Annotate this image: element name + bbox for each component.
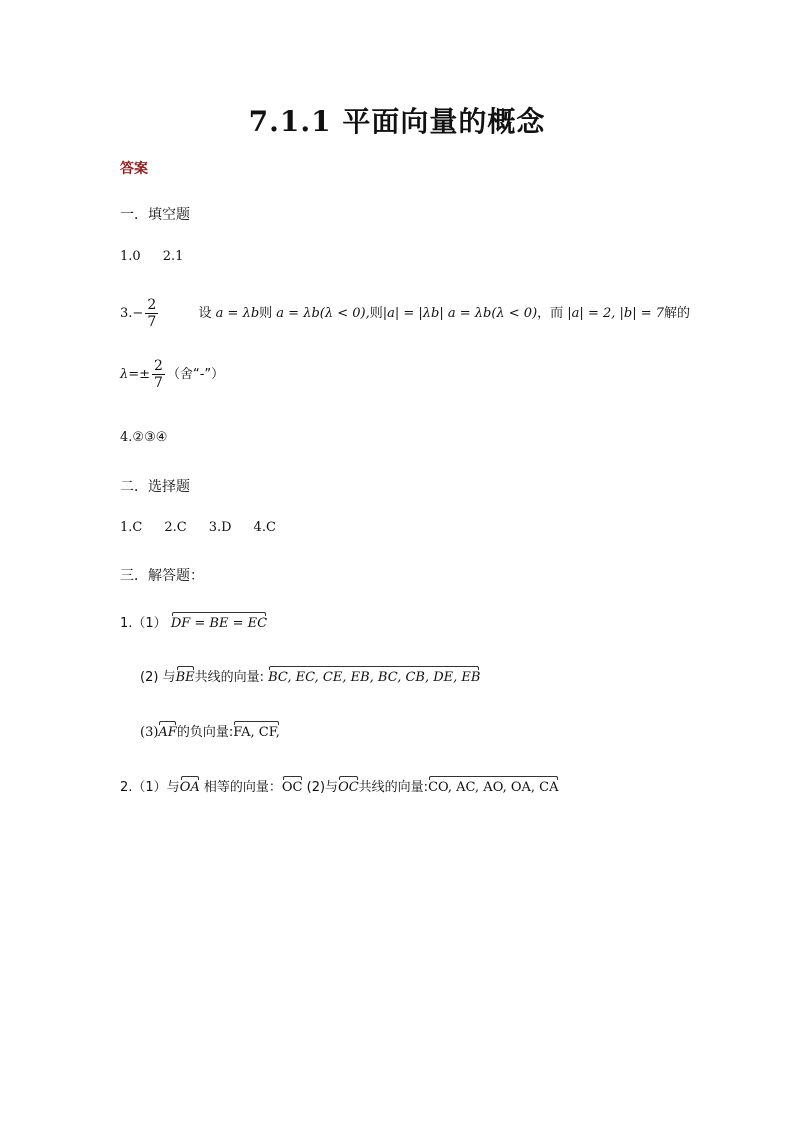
- q4-circled-3: ③: [144, 430, 156, 445]
- solve-1-2-text: 共线的向量:: [194, 670, 264, 685]
- page-title: 7.1.1 平面向量的概念: [248, 105, 546, 138]
- q3-expr-1: a = λb: [215, 306, 260, 321]
- choice-answer-4: 4.C: [253, 520, 276, 535]
- q4-circled-2: ②: [132, 430, 145, 445]
- q3-fraction: [145, 297, 158, 330]
- q3-sign: −: [132, 306, 144, 321]
- fill-answers-1-2: [120, 249, 183, 264]
- answer-label: 答案: [120, 161, 148, 177]
- fill-answer-3-solution: [120, 358, 224, 391]
- section-solve-heading: 三．解答题：: [120, 568, 204, 584]
- q3-expr-2: a = λb(λ < 0),: [276, 306, 370, 321]
- solve-1-prefix: 1.（1）: [120, 616, 167, 631]
- section-fill-heading: 一．填空题: [120, 207, 190, 223]
- solve-1-2-prefix: (2) 与: [140, 670, 176, 685]
- solve-2-list: CO, AC, AO, OA, CA: [428, 776, 558, 795]
- solve-1-part-2: [140, 666, 480, 685]
- solve-1-3-text: 的负向量:: [176, 725, 234, 740]
- solve-2-vector: OA: [180, 776, 200, 795]
- q3b-fraction: [152, 358, 165, 391]
- solve-1-3-list: FA, CF,: [233, 721, 280, 740]
- fill-answer-4: [120, 430, 167, 445]
- q4-circled-4: ④: [155, 430, 168, 445]
- fill-answer-1: 1.0: [120, 249, 141, 264]
- q3-text-4: ，而: [537, 306, 564, 321]
- fill-answer-2: 2.1: [162, 249, 184, 264]
- solve-2: [120, 776, 559, 795]
- q3-text-1: 设: [198, 306, 212, 321]
- fill-answer-3: [120, 297, 690, 330]
- choice-answer-2: 2.C: [164, 520, 187, 535]
- q3-note: （舍“-”）: [166, 367, 225, 382]
- q3-numerator: 2: [147, 297, 157, 313]
- solve-2-text-3: 共线的向量:: [358, 780, 429, 795]
- q3-text-2: 则: [259, 306, 273, 321]
- solve-2-text-1: 相等的向量：: [203, 780, 282, 795]
- q3-prefix: 3.: [120, 306, 133, 321]
- q3b-numerator: 2: [154, 358, 163, 374]
- q3-text-5: 解的: [664, 306, 691, 321]
- solve-1-2-vector: BE: [176, 666, 195, 685]
- q3-expr-3: |a| = |λb| a = λb(λ < 0): [382, 306, 538, 321]
- solve-1-vector-equation: DF = BE = EC: [171, 612, 267, 631]
- section-choice-heading: 二．选择题: [120, 479, 190, 495]
- solve-1-3-prefix: (3): [140, 725, 159, 740]
- q3-text-3: 则: [369, 306, 383, 321]
- solve-2-prefix: 2.（1）与: [120, 780, 180, 795]
- solve-2-equal-vector: OC: [282, 776, 303, 795]
- choice-answers: [120, 520, 276, 535]
- solve-1-2-list: BC, EC, CE, EB, BC, CB, DE, EB: [268, 666, 480, 685]
- solve-2-text-2: (2)与: [306, 780, 339, 795]
- q3b-denominator: 7: [154, 375, 163, 391]
- choice-answer-1: 1.C: [120, 520, 143, 535]
- solve-2-vector-2: OC: [338, 776, 359, 795]
- q3-denominator: 7: [147, 314, 157, 330]
- q3-expr-4: |a| = 2, |b| = 7: [567, 306, 665, 321]
- choice-answer-3: 3.D: [208, 520, 232, 535]
- q3-lambda: λ=±: [120, 367, 151, 382]
- q4-prefix: 4.: [120, 430, 133, 445]
- solve-1-part-3: [140, 721, 280, 740]
- solve-1-part-1: [120, 612, 267, 631]
- solve-1-3-vector: AF: [158, 721, 176, 740]
